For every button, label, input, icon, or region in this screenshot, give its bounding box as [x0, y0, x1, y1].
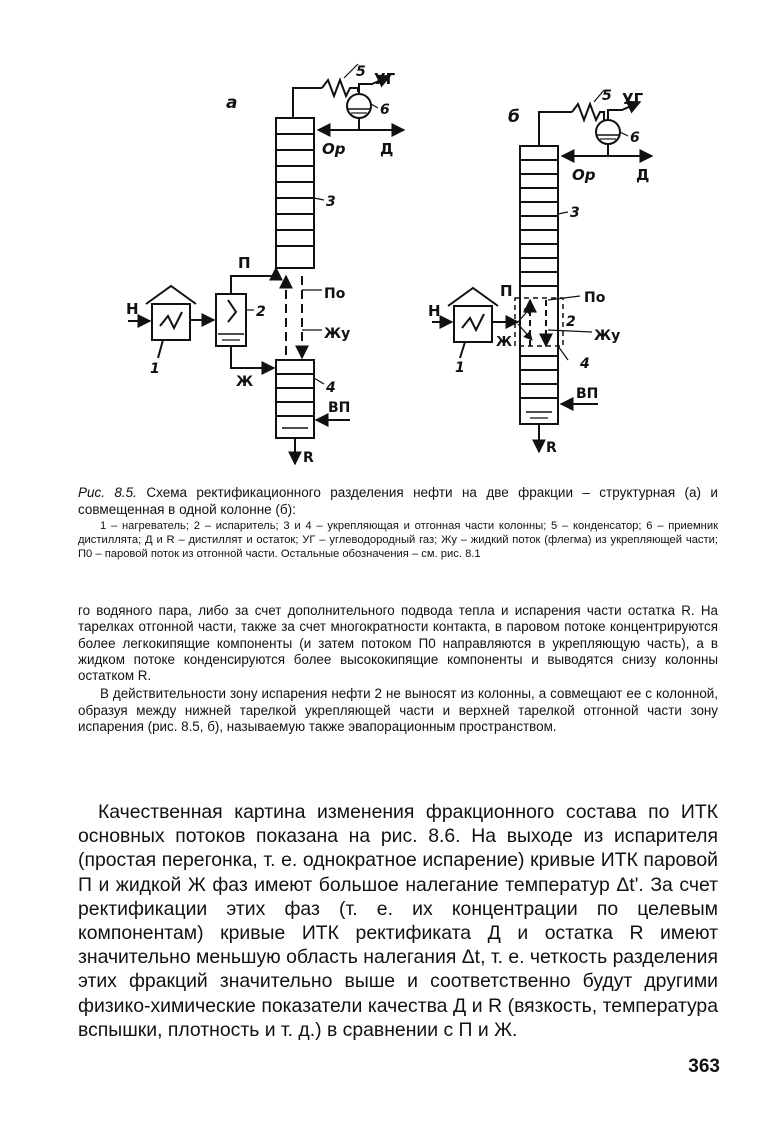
gas-label-a: УГ: [374, 70, 396, 88]
distillate-label-a: Д: [380, 140, 394, 158]
steam-label-b: ВП: [576, 386, 599, 402]
distillate-label-b: Д: [636, 166, 650, 184]
receiver-number-a: 6: [380, 102, 390, 118]
heater-number-b: 1: [455, 360, 465, 376]
figure-legend: [78, 520, 718, 561]
feed-label-b: Н: [428, 302, 441, 320]
small-paragraph-2: В действительности зону испарения нефти 2 не выносят из колонны, а совмещают ее с колонной, образуя между нижней тарелкой укрепляющей части и верхней тарелкой отгонной части зону испарения (рис. 8.5, б), называемую также эвапорационным пространством.: [78, 686, 718, 735]
process-schematic-figure: [0, 0, 764, 470]
liquid-reflux-label-a: Жу: [324, 326, 351, 342]
evaporator-number-b: 2: [566, 314, 576, 330]
condenser-number-a: 5: [356, 64, 366, 80]
rectifying-number-a: 3: [326, 194, 336, 210]
figure-caption: [78, 484, 718, 518]
feed-label-a: Н: [126, 300, 139, 318]
figure-title: Схема ректификационного разделения нефти на две фракции – структурная (а) и совмещенная в одной колонне (б):: [78, 485, 718, 517]
heater-b: [448, 288, 498, 342]
stripping-vapor-label-a: По: [324, 286, 346, 302]
heater-number-a: 1: [150, 361, 160, 377]
steam-label-a: ВП: [328, 400, 351, 416]
gas-label-b: УГ: [622, 90, 644, 108]
legend-text: 1 – нагреватель; 2 – испаритель; 3 и 4 – укрепляющая и отгонная части колонны; 5 – конденсатор; 6 – приемник дистиллята; Д и R – дистиллят и остаток; УГ – углеводородный газ; Жу – жидкий поток (флегма) из укрепляющей части; П0 – паровой поток из отгонной части. Остальные обозначения – см. рис. 8.1: [78, 520, 718, 560]
stripping-number-b: 4: [580, 356, 590, 372]
small-paragraph-1: го водяного пара, либо за счет дополнительного подвода тепла и испарения части остатка R. На тарелках отгонной части, также за счет многократности контакта, в паровом потоке концентрируются более легкокипящие компоненты (и затем потоком П0 направляются в укрепляющую часть), а в жидком потоке конденсируются более высококипящие компоненты и выводятся снизу колонны остатком R.: [78, 603, 718, 684]
receiver-a: [347, 94, 371, 118]
liquid-label-b: Ж: [496, 335, 512, 350]
receiver-b: [596, 120, 620, 144]
vapor-label-b: П: [500, 282, 513, 300]
diagram-a: [126, 64, 404, 466]
reflux-label-b: Ор: [572, 166, 596, 184]
stripping-number-a: 4: [326, 380, 336, 396]
page-number: 363: [688, 1056, 720, 1077]
main-paragraph: Качественная картина изменения фракционного состава по ИТК основных потоков показана на рис. 8.6. На выходе из испарителя (простая перегонка, т. е. однократное испарение) кривые ИТК паровой П и жидкой Ж фаз имеют большое налегание температур Δt'. За счет ректификации этих фаз (т. е. их концентрации по целевым компонентам) кривые ИТК ректификата Д и остатка R имеют значительно меньшую область налегания Δt, т. е. четкость разделения этих фракций значительно выше и соответственно будут другими физико-химические показатели качества Д и R (вязкость, температура вспышки, плотность и т. д.) в сравнении с П и Ж.: [78, 801, 718, 1041]
rectifying-number-b: 3: [570, 205, 580, 221]
evaporation-zone-b: [515, 298, 563, 346]
vapor-label-a: П: [238, 254, 251, 272]
main-body-text: [78, 800, 718, 1042]
liquid-reflux-label-b: Жу: [594, 328, 621, 344]
reflux-label-a: Ор: [322, 140, 346, 158]
evaporator-number-a: 2: [256, 304, 266, 320]
diagram-b: [428, 88, 652, 456]
small-body-text: [78, 603, 718, 735]
combined-column-b: [520, 146, 558, 424]
receiver-number-b: 6: [630, 130, 640, 146]
evaporator-a: [216, 294, 246, 346]
residue-label-a: R: [303, 450, 314, 466]
stripping-section-a: [276, 360, 314, 438]
residue-label-b: R: [546, 440, 557, 456]
panel-label-a: а: [226, 93, 238, 113]
liquid-label-a: Ж: [236, 374, 254, 390]
rectifying-section-a: [276, 118, 314, 268]
heater-a: [146, 286, 196, 340]
condenser-number-b: 5: [602, 88, 612, 104]
figure-reference: Рис. 8.5.: [78, 485, 137, 500]
panel-label-b: б: [508, 107, 520, 127]
stripping-vapor-label-b: По: [584, 290, 606, 306]
